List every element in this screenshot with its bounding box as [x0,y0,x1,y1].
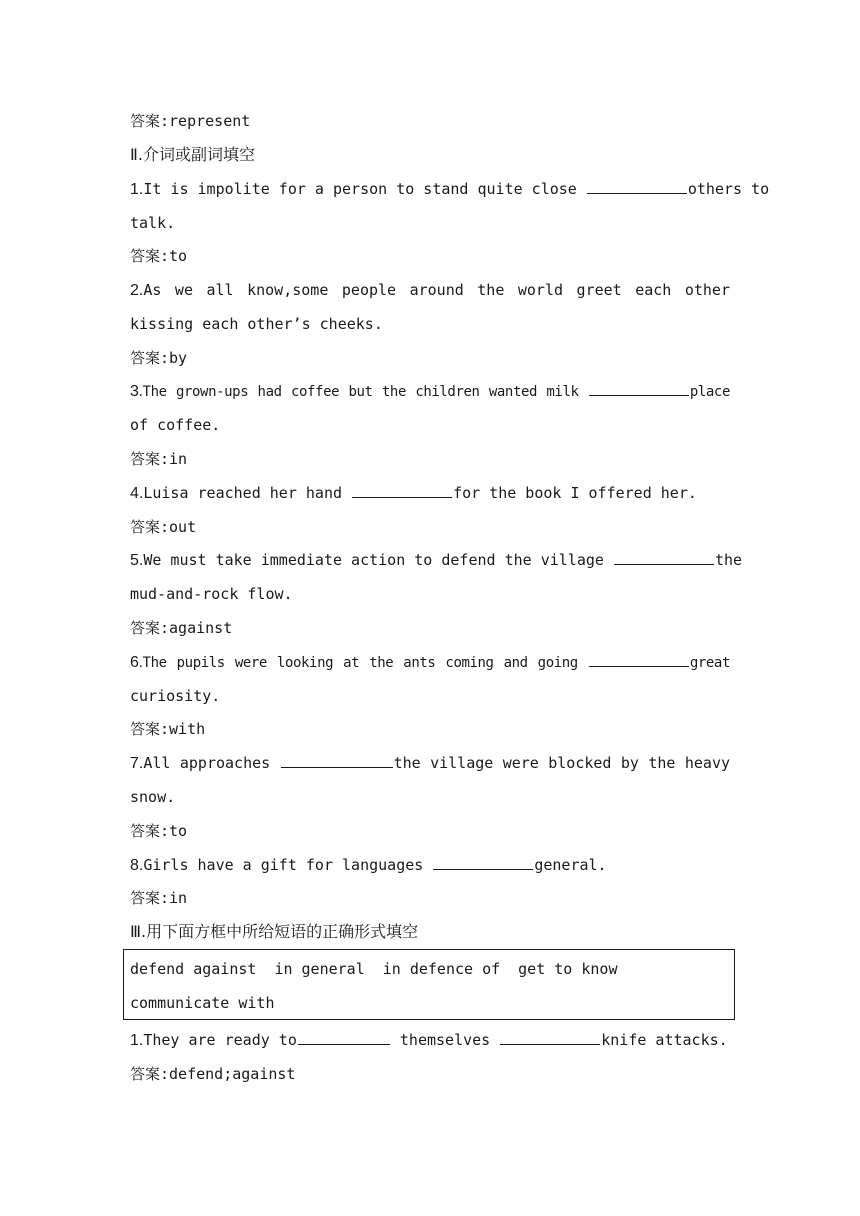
answer-blank [614,550,714,565]
question-number: 2. [130,282,144,299]
phrase: defend against [130,960,257,978]
question-7-continuation: snow. [130,788,176,806]
section-2-title: Ⅱ.介词或副词填空 [130,145,255,164]
answer-blank [500,1030,600,1045]
question-2: 2.As we all know,some people around the world greet each other [130,281,730,299]
question-1-continuation: talk. [130,214,176,232]
question-1: 1.It is impolite for a person to stand quite close others to [130,180,770,198]
question-3: 3.The grown-ups had coffee but the children wanted milk place [130,383,730,400]
question-number: 7. [130,755,144,772]
question-5-continuation: mud-and-rock flow. [130,585,293,603]
phrase-box-row-2 [130,993,275,1013]
answer-line: 答案:defend;against [130,1065,296,1083]
answer-line: 答案:in [130,450,188,468]
phrase-box [123,949,735,1020]
answer-blank [433,855,533,870]
question-8: 8.Girls have a gift for languages general. [130,856,607,874]
phrase: communicate with [130,994,275,1012]
question-6: 6.The pupils were looking at the ants coming and going great [130,654,730,671]
phrase: get to know [518,960,618,978]
answer-line: 答案:represent [130,112,251,130]
answer-blank [352,483,452,498]
question-7: 7.All approaches the village were blocked by the heavy [130,754,731,772]
question-number: 1. [130,1032,144,1049]
question-number: 1. [130,181,144,198]
answer-line: 答案:with [130,720,206,738]
question-4: 4.Luisa reached her hand for the book I offered her. [130,484,697,502]
phrase: in general [274,960,365,978]
answer-blank [587,179,687,194]
answer-blank [589,381,689,396]
question-number: 3. [130,383,143,400]
answer-line: 答案:out [130,518,197,536]
answer-blank [281,753,393,768]
phrase: in defence of [382,960,501,978]
phrase-box-row-1 [130,959,618,979]
answer-line: 答案:in [130,889,188,907]
answer-blank [298,1030,390,1045]
answer-blank [589,652,689,667]
answer-line: 答案:to [130,247,188,265]
question-3-1: 1.They are ready to themselves knife attacks. [130,1031,728,1049]
section-3-title: Ⅲ.用下面方框中所给短语的正确形式填空 [130,922,419,941]
question-6-continuation: curiosity. [130,687,221,705]
answer-line: 答案:against [130,619,233,637]
question-number: 4. [130,485,144,502]
question-number: 6. [130,654,143,671]
question-5: 5.We must take immediate action to defend the village the [130,551,743,569]
question-number: 5. [130,552,144,569]
answer-line: 答案:to [130,822,188,840]
question-number: 8. [130,857,144,874]
question-2-continuation: kissing each other’s cheeks. [130,315,383,333]
answer-line: 答案:by [130,349,188,367]
question-3-continuation: of coffee. [130,416,221,434]
